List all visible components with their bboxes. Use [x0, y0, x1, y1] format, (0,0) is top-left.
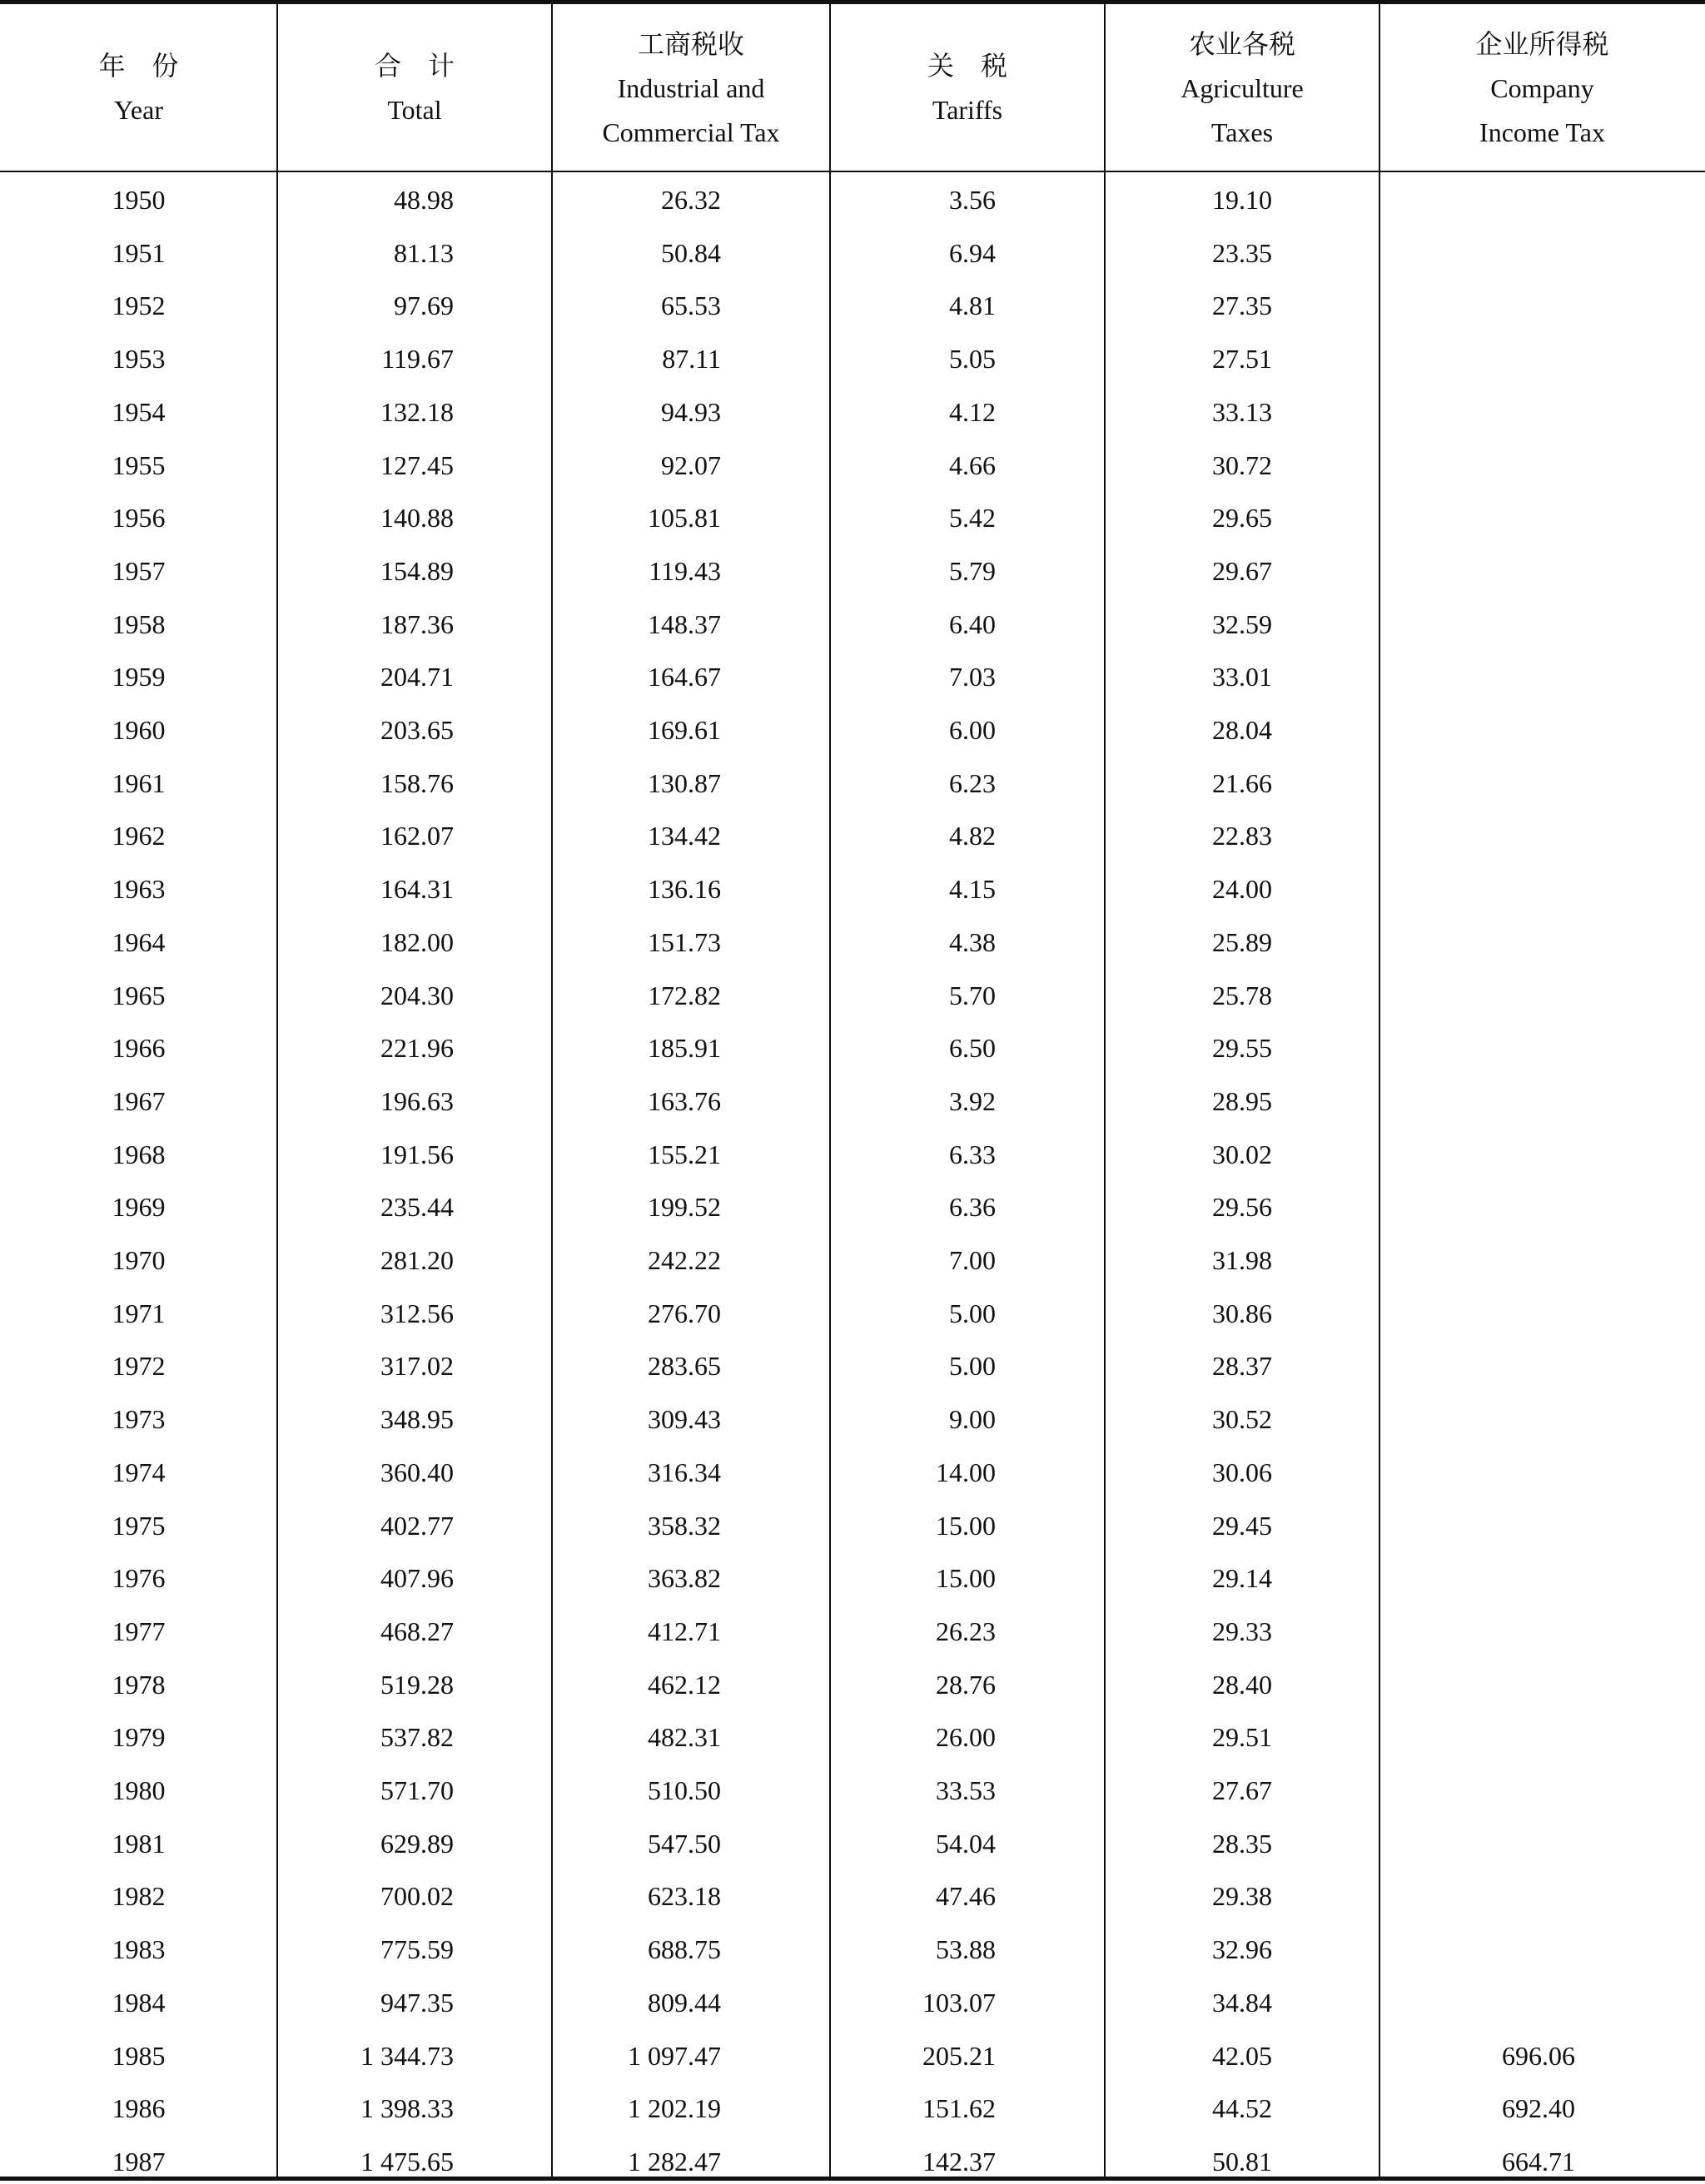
cell-year: 1953: [112, 344, 166, 375]
cell-total: 182.00: [380, 926, 454, 957]
cell-industrial_commercial: 1 202.19: [628, 2093, 721, 2124]
column-header-line: Industrial and: [617, 72, 765, 103]
column-header-agriculture: [1105, 7, 1379, 170]
cell-company_income: [1367, 1720, 1575, 1754]
cell-agriculture: 50.81: [1212, 2146, 1272, 2177]
cell-industrial_commercial: 688.75: [648, 1934, 721, 1965]
cell-agriculture: 30.06: [1212, 1457, 1272, 1487]
cell-company_income: [1367, 342, 1575, 375]
cell-tariffs: 47.46: [936, 1881, 996, 1912]
cell-year: 1975: [112, 1510, 166, 1541]
cell-total: 1 398.33: [360, 2093, 454, 2124]
cell-year: 1980: [112, 1775, 166, 1805]
cell-year: 1966: [112, 1033, 166, 1064]
cell-tariffs: 4.81: [949, 290, 996, 321]
cell-tariffs: 4.66: [949, 449, 996, 480]
cell-company_income: [1367, 1774, 1575, 1807]
cell-agriculture: 25.89: [1212, 926, 1272, 957]
cell-tariffs: 6.23: [949, 767, 996, 798]
cell-agriculture: 34.84: [1212, 1987, 1272, 2018]
column-header-total: [277, 7, 552, 170]
cell-industrial_commercial: 92.07: [661, 449, 721, 480]
cell-year: 1977: [112, 1616, 166, 1646]
cell-agriculture: 33.01: [1212, 662, 1272, 692]
cell-total: 187.36: [380, 608, 454, 639]
cell-company_income: [1367, 819, 1575, 852]
cell-year: 1958: [112, 608, 166, 639]
cell-tariffs: 5.79: [949, 555, 996, 586]
cell-year: 1972: [112, 1351, 166, 1382]
column-header-line: 关 税: [927, 51, 1007, 81]
cell-company_income: [1367, 1349, 1575, 1382]
cell-year: 1967: [112, 1085, 166, 1116]
cell-tariffs: 4.38: [949, 926, 996, 957]
cell-year: 1970: [112, 1245, 166, 1275]
cell-total: 571.70: [380, 1775, 454, 1805]
cell-agriculture: 29.67: [1212, 555, 1272, 586]
cell-year: 1951: [112, 237, 166, 268]
cell-year: 1956: [112, 503, 166, 534]
cell-company_income: [1367, 872, 1575, 906]
cell-industrial_commercial: 163.76: [648, 1085, 721, 1116]
cell-industrial_commercial: 136.16: [648, 874, 721, 905]
cell-industrial_commercial: 1 097.47: [628, 2040, 721, 2071]
cell-total: 140.88: [380, 503, 454, 534]
cell-industrial_commercial: 105.81: [648, 503, 721, 534]
cell-agriculture: 42.05: [1212, 2040, 1272, 2071]
cell-agriculture: 28.40: [1212, 1669, 1272, 1700]
cell-industrial_commercial: 510.50: [648, 1775, 721, 1805]
cell-company_income: [1367, 608, 1575, 641]
cell-tariffs: 5.00: [949, 1351, 996, 1382]
cell-year: 1957: [112, 555, 166, 586]
cell-industrial_commercial: 358.32: [648, 1510, 721, 1541]
cell-year: 1968: [112, 1139, 166, 1169]
column-header-line: 年 份: [98, 51, 179, 81]
cell-year: 1961: [112, 767, 166, 798]
cell-total: 164.31: [380, 874, 454, 905]
cell-agriculture: 29.38: [1212, 1881, 1272, 1912]
cell-industrial_commercial: 169.61: [648, 715, 721, 745]
cell-total: 402.77: [380, 1510, 454, 1541]
cell-company_income: [1367, 1456, 1575, 1489]
cell-tariffs: 53.88: [936, 1934, 996, 1965]
cell-agriculture: 29.55: [1212, 1033, 1272, 1064]
cell-industrial_commercial: 164.67: [648, 662, 721, 692]
cell-agriculture: 30.86: [1212, 1298, 1272, 1328]
cell-agriculture: 29.51: [1212, 1722, 1272, 1753]
cell-total: 204.71: [380, 662, 454, 692]
column-header-line: Tariffs: [932, 95, 1003, 125]
cell-tariffs: 26.00: [936, 1722, 996, 1753]
cell-tariffs: 15.00: [936, 1563, 996, 1594]
cell-total: 700.02: [380, 1881, 454, 1912]
cell-total: 221.96: [380, 1033, 454, 1064]
cell-total: 97.69: [394, 290, 454, 321]
cell-year: 1983: [112, 1934, 166, 1965]
cell-industrial_commercial: 363.82: [648, 1563, 721, 1594]
cell-company_income: [1367, 1827, 1575, 1860]
cell-tariffs: 151.62: [922, 2093, 996, 2124]
cell-year: 1965: [112, 980, 166, 1010]
cell-year: 1952: [112, 290, 166, 321]
cell-industrial_commercial: 94.93: [661, 396, 721, 427]
cell-total: 317.02: [380, 1351, 454, 1382]
column-header-line: Company: [1490, 72, 1594, 103]
cell-agriculture: 30.72: [1212, 449, 1272, 480]
cell-company_income: [1367, 1297, 1575, 1330]
cell-year: 1986: [112, 2093, 166, 2124]
cell-year: 1962: [112, 821, 166, 851]
column-header-line: Income Tax: [1479, 117, 1605, 147]
cell-company_income: [1367, 1561, 1575, 1595]
cell-year: 1978: [112, 1669, 166, 1700]
cell-company_income: [1367, 767, 1575, 800]
cell-industrial_commercial: 65.53: [661, 290, 721, 321]
cell-total: 81.13: [394, 237, 454, 268]
column-header-line: 企业所得税: [1475, 28, 1609, 59]
cell-year: 1959: [112, 662, 166, 692]
header-rule: [0, 171, 1705, 172]
cell-total: 203.65: [380, 715, 454, 745]
column-header-industrial_commercial: [552, 7, 830, 170]
cell-tariffs: 5.42: [949, 503, 996, 534]
cell-agriculture: 30.52: [1212, 1404, 1272, 1435]
cell-agriculture: 25.78: [1212, 980, 1272, 1010]
cell-company_income: 692.40: [1502, 2093, 1575, 2124]
cell-total: 468.27: [380, 1616, 454, 1646]
cell-company_income: [1367, 1933, 1575, 1966]
cell-industrial_commercial: 283.65: [648, 1351, 721, 1382]
cell-total: 235.44: [380, 1192, 454, 1223]
cell-tariffs: 103.07: [922, 1987, 996, 2018]
cell-company_income: [1367, 1402, 1575, 1436]
cell-year: 1974: [112, 1457, 166, 1487]
cell-total: 204.30: [380, 980, 454, 1010]
cell-industrial_commercial: 50.84: [661, 237, 721, 268]
cell-total: 312.56: [380, 1298, 454, 1328]
cell-company_income: [1367, 1190, 1575, 1224]
cell-tariffs: 7.03: [949, 662, 996, 692]
column-header-line: Year: [114, 95, 163, 125]
cell-industrial_commercial: 809.44: [648, 1987, 721, 2018]
cell-total: 947.35: [380, 1987, 454, 2018]
cell-tariffs: 5.00: [949, 1298, 996, 1328]
cell-tariffs: 14.00: [936, 1457, 996, 1487]
cell-year: 1987: [112, 2146, 166, 2177]
cell-year: 1976: [112, 1563, 166, 1594]
cell-industrial_commercial: 172.82: [648, 980, 721, 1010]
cell-industrial_commercial: 199.52: [648, 1192, 721, 1223]
cell-company_income: [1367, 501, 1575, 534]
cell-total: 360.40: [380, 1457, 454, 1487]
cell-total: 407.96: [380, 1563, 454, 1594]
cell-agriculture: 28.95: [1212, 1085, 1272, 1116]
cell-year: 1981: [112, 1828, 166, 1859]
cell-year: 1960: [112, 715, 166, 745]
cell-agriculture: 27.35: [1212, 290, 1272, 321]
cell-agriculture: 21.66: [1212, 767, 1272, 798]
cell-agriculture: 29.56: [1212, 1192, 1272, 1223]
cell-total: 127.45: [380, 449, 454, 480]
cell-tariffs: 4.15: [949, 874, 996, 905]
cell-year: 1963: [112, 874, 166, 905]
cell-total: 119.67: [381, 344, 454, 375]
cell-tariffs: 4.82: [949, 821, 996, 851]
cell-industrial_commercial: 412.71: [648, 1616, 721, 1646]
column-header-line: Taxes: [1210, 117, 1274, 147]
cell-total: 1 475.65: [360, 2146, 454, 2177]
column-header-line: Agriculture: [1181, 72, 1304, 103]
cell-agriculture: 29.45: [1212, 1510, 1272, 1541]
cell-year: 1979: [112, 1722, 166, 1753]
cell-total: 48.98: [394, 185, 454, 215]
cell-tariffs: 5.05: [949, 344, 996, 375]
cell-year: 1982: [112, 1881, 166, 1912]
cell-tariffs: 6.33: [949, 1139, 996, 1169]
cell-agriculture: 29.65: [1212, 503, 1272, 534]
cell-industrial_commercial: 1 282.47: [628, 2146, 721, 2177]
cell-total: 281.20: [380, 1245, 454, 1275]
cell-company_income: [1367, 1615, 1575, 1648]
cell-industrial_commercial: 316.34: [648, 1457, 721, 1487]
cell-total: 132.18: [380, 396, 454, 427]
cell-tariffs: 5.70: [949, 980, 996, 1010]
cell-industrial_commercial: 87.11: [662, 344, 721, 375]
cell-total: 629.89: [380, 1828, 454, 1859]
cell-year: 1984: [112, 1987, 166, 2018]
cell-company_income: [1367, 1879, 1575, 1913]
cell-total: 775.59: [380, 1934, 454, 1965]
cell-company_income: [1367, 1986, 1575, 2019]
cell-industrial_commercial: 547.50: [648, 1828, 721, 1859]
column-header-tariffs: [830, 7, 1105, 170]
cell-year: 1954: [112, 396, 166, 427]
cell-tariffs: 33.53: [936, 1775, 996, 1805]
cell-year: 1971: [112, 1298, 166, 1328]
cell-industrial_commercial: 276.70: [648, 1298, 721, 1328]
cell-company_income: [1367, 449, 1575, 482]
cell-company_income: [1367, 236, 1575, 270]
cell-agriculture: 24.00: [1212, 874, 1272, 905]
cell-tariffs: 142.37: [922, 2146, 996, 2177]
cell-company_income: [1367, 713, 1575, 747]
cell-agriculture: 27.67: [1212, 1775, 1272, 1805]
cell-total: 348.95: [380, 1404, 454, 1435]
cell-agriculture: 28.37: [1212, 1351, 1272, 1382]
cell-agriculture: 19.10: [1212, 185, 1272, 215]
cell-year: 1969: [112, 1192, 166, 1223]
cell-agriculture: 28.35: [1212, 1828, 1272, 1859]
column-header-line: 工商税收: [637, 28, 744, 59]
cell-agriculture: 44.52: [1212, 2093, 1272, 2124]
cell-tariffs: 3.92: [949, 1085, 996, 1116]
cell-tariffs: 26.23: [936, 1616, 996, 1646]
cell-company_income: 664.71: [1502, 2146, 1575, 2177]
cell-total: 158.76: [380, 767, 454, 798]
cell-tariffs: 205.21: [922, 2040, 996, 2071]
cell-year: 1973: [112, 1404, 166, 1435]
cell-total: 196.63: [380, 1085, 454, 1116]
cell-total: 519.28: [380, 1669, 454, 1700]
cell-industrial_commercial: 151.73: [648, 926, 721, 957]
cell-industrial_commercial: 119.43: [649, 555, 721, 586]
cell-agriculture: 33.13: [1212, 396, 1272, 427]
cell-agriculture: 23.35: [1212, 237, 1272, 268]
cell-total: 162.07: [380, 821, 454, 851]
cell-company_income: [1367, 1085, 1575, 1118]
cell-industrial_commercial: 462.12: [648, 1669, 721, 1700]
cell-tariffs: 6.40: [949, 608, 996, 639]
top-rule: [0, 0, 1705, 4]
cell-agriculture: 32.59: [1212, 608, 1272, 639]
cell-company_income: 696.06: [1502, 2040, 1575, 2071]
cell-total: 154.89: [380, 555, 454, 586]
cell-industrial_commercial: 309.43: [648, 1404, 721, 1435]
cell-company_income: [1367, 395, 1575, 429]
cell-agriculture: 28.04: [1212, 715, 1272, 745]
cell-total: 537.82: [380, 1722, 454, 1753]
column-header-year: [0, 7, 277, 170]
column-header-line: Total: [387, 95, 442, 125]
cell-company_income: [1367, 660, 1575, 693]
cell-agriculture: 29.33: [1212, 1616, 1272, 1646]
cell-company_income: [1367, 1509, 1575, 1542]
cell-tariffs: 54.04: [936, 1828, 996, 1859]
cell-tariffs: 7.00: [949, 1245, 996, 1275]
cell-tariffs: 3.56: [949, 185, 996, 215]
cell-year: 1964: [112, 926, 166, 957]
cell-year: 1985: [112, 2040, 166, 2071]
cell-tariffs: 9.00: [949, 1404, 996, 1435]
cell-tariffs: 6.36: [949, 1192, 996, 1223]
cell-total: 1 344.73: [360, 2040, 454, 2071]
cell-industrial_commercial: 134.42: [648, 821, 721, 851]
cell-total: 191.56: [380, 1139, 454, 1169]
cell-year: 1950: [112, 185, 166, 215]
cell-agriculture: 32.96: [1212, 1934, 1272, 1965]
cell-industrial_commercial: 148.37: [648, 608, 721, 639]
cell-company_income: [1367, 554, 1575, 588]
cell-industrial_commercial: 130.87: [648, 767, 721, 798]
cell-company_income: [1367, 1668, 1575, 1701]
cell-tariffs: 15.00: [936, 1510, 996, 1541]
cell-agriculture: 22.83: [1212, 821, 1272, 851]
cell-industrial_commercial: 242.22: [648, 1245, 721, 1275]
cell-industrial_commercial: 26.32: [661, 185, 721, 215]
cell-industrial_commercial: 185.91: [648, 1033, 721, 1064]
cell-tariffs: 6.50: [949, 1033, 996, 1064]
cell-industrial_commercial: 155.21: [648, 1139, 721, 1169]
column-header-line: 合 计: [374, 51, 455, 81]
cell-tariffs: 28.76: [936, 1669, 996, 1700]
cell-company_income: [1367, 1243, 1575, 1277]
column-header-line: Commercial Tax: [602, 117, 780, 147]
cell-company_income: [1367, 926, 1575, 959]
cell-company_income: [1367, 289, 1575, 322]
cell-agriculture: 27.51: [1212, 344, 1272, 375]
cell-company_income: [1367, 1031, 1575, 1065]
cell-company_income: [1367, 979, 1575, 1012]
column-header-company_income: [1379, 7, 1705, 170]
cell-company_income: [1367, 183, 1575, 216]
cell-tariffs: 6.00: [949, 715, 996, 745]
cell-agriculture: 31.98: [1212, 1245, 1272, 1275]
cell-tariffs: 4.12: [949, 396, 996, 427]
cell-year: 1955: [112, 449, 166, 480]
cell-industrial_commercial: 482.31: [648, 1722, 721, 1753]
cell-tariffs: 6.94: [949, 237, 996, 268]
cell-agriculture: 30.02: [1212, 1139, 1272, 1169]
cell-agriculture: 29.14: [1212, 1563, 1272, 1594]
cell-industrial_commercial: 623.18: [648, 1881, 721, 1912]
column-header-line: 农业各税: [1188, 28, 1295, 59]
cell-company_income: [1367, 1138, 1575, 1171]
